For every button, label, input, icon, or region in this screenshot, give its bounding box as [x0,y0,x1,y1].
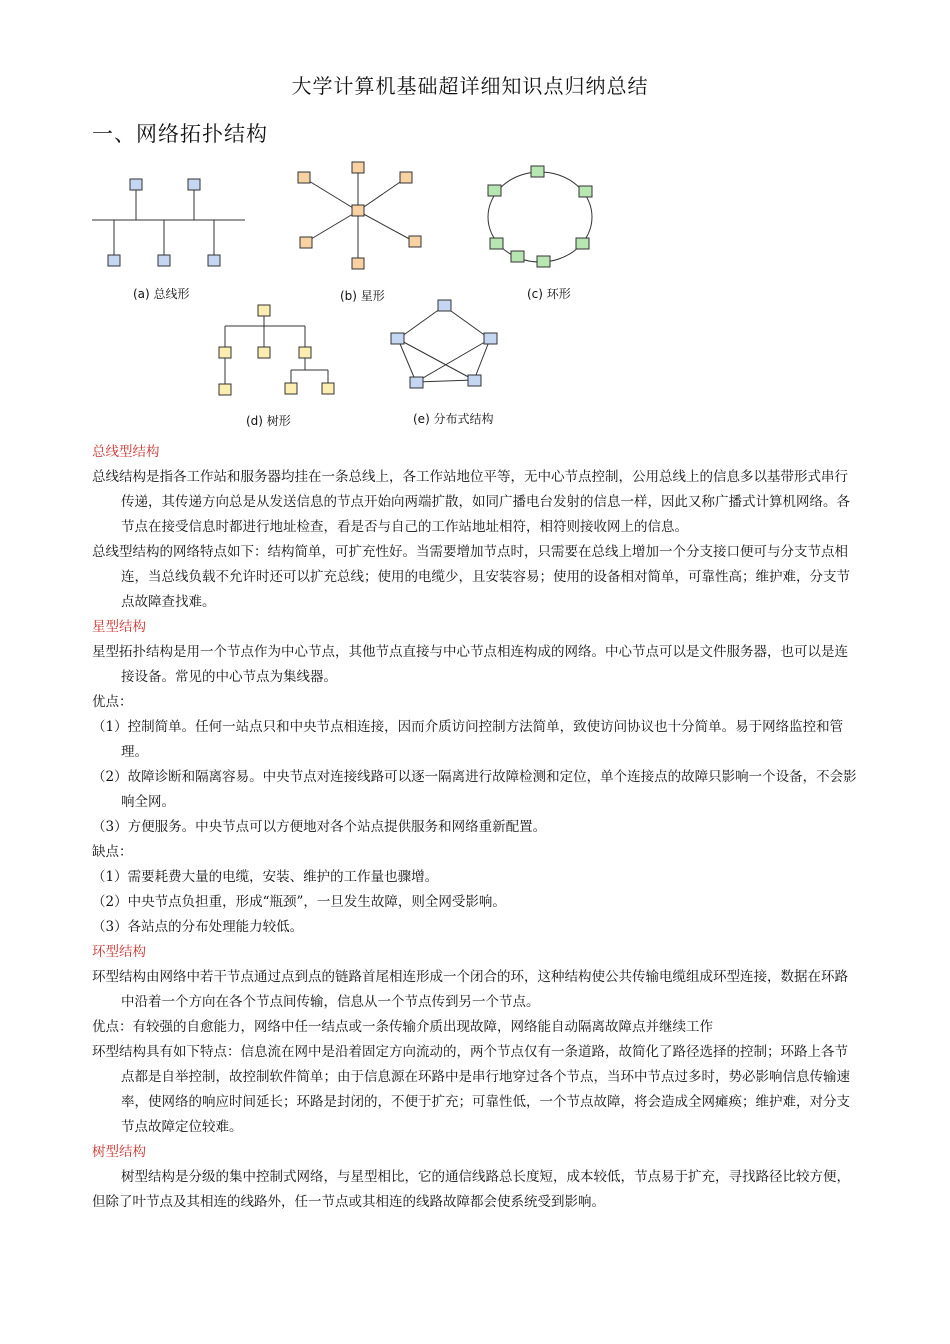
bus-paragraph-1: 总线结构是指各工作站和服务器均挂在一条总线上，各工作站地位平等，无中心节点控制，公用总线上的信息多以基带形式串行传递，其传递方向总是从发送信息的节点开始向两端扩散，如同广播电台发射的信息一样，因此又称广播式计算机网络。各节点在接受信息时都进行地址检查，看是否与自己的工作站地址相符，相符则接收网上的信息。 [92,469,850,535]
section-heading: 一、网络拓扑结构 [92,122,268,146]
heading-star: 星型结构 [92,619,146,635]
star-con-item: （2）中央节点负担重，形成“瓶颈”，一旦发生故障，则全网受影响。 [92,894,506,910]
heading-tree: 树型结构 [92,1144,146,1160]
topology-figure [0,150,950,440]
ring-paragraph-2: 优点：有较强的自愈能力，网络中任一结点或一条传输介质出现故障，网络能自动隔离故障点并继续工作 [92,1019,713,1035]
star-con-item: （3）各站点的分布处理能力较低。 [92,919,304,935]
document-title: 大学计算机基础超详细知识点归纳总结 [291,74,649,98]
heading-bus: 总线型结构 [92,444,160,460]
caption-bus: (a) 总线形 [133,287,190,301]
star-pros-label: 优点： [92,694,133,710]
caption-star: (b) 星形 [340,289,385,303]
star-pro-item: （1）控制简单。任何一站点只和中央节点相连接，因而介质访问控制方法简单，致使访问协议也十分简单。易于网络监控和管理。 [92,719,844,760]
star-pro-item: （3）方便服务。中央节点可以方便地对各个站点提供服务和网络重新配置。 [92,819,547,835]
mesh-diagram [398,306,490,382]
tree-diagram [225,316,328,388]
ring-paragraph-1: 环型结构由网络中若干节点通过点到点的链路首尾相连形成一个闭合的环，这种结构使公共传输电缆组成环型连接，数据在环路中沿着一个方向在各个节点间传输，信息从一个节点传到另一个节点。 [92,969,848,1010]
caption-distributed: (e) 分布式结构 [413,412,494,426]
star-con-item: （1）需要耗费大量的电缆，安装、维护的工作量也骤增。 [92,869,439,885]
star-pro-item: （2）故障诊断和隔离容易。中央节点对连接线路可以逐一隔离进行故障检测和定位，单个连接点的故障只影响一个设备，不会影响全网。 [92,769,857,810]
star-cons-label: 缺点： [92,844,133,860]
caption-tree: (d) 树形 [246,414,291,428]
bus-paragraph-2: 总线型结构的网络特点如下：结构简单，可扩充性好。当需要增加节点时，只需要在总线上增加一个分支接口便可与分支节点相连，当总线负载不允许时还可以扩充总线；使用的电缆少，且安装容易；使用的设备相对简单，可靠性高；维护难，分支节点故障查找难。 [92,544,850,610]
star-paragraph-1: 星型拓扑结构是用一个节点作为中心节点，其他节点直接与中心节点相连构成的网络。中心节点可以是文件服务器，也可以是连接设备。常见的中心节点为集线器。 [92,644,848,685]
bus-diagram [92,190,245,258]
tree-paragraph-1: 树型结构是分级的集中控制式网络，与星型相比，它的通信线路总长度短，成本较低，节点易于扩充，寻找路径比较方便，但除了叶节点及其相连的线路外，任一节点或其相连的线路故障都会使系统受到影响。 [92,1169,850,1210]
heading-ring: 环型结构 [92,944,146,960]
document-body [92,440,860,1215]
caption-ring: (c) 环形 [527,287,571,301]
ring-paragraph-3: 环型结构具有如下特点：信息流在网中是沿着固定方向流动的，两个节点仅有一条道路，故简化了路径选择的控制；环路上各节点都是自举控制，故控制软件简单；由于信息源在环路中是串行地穿过各个节点，当环中节点过多时，势必影响信息传输速率，使网络的响应时间延长；环路是封闭的，不便于扩充；可靠性低，一个节点故障，将会造成全网瘫痪；维护难，对分支节点故障定位较难。 [92,1044,850,1135]
